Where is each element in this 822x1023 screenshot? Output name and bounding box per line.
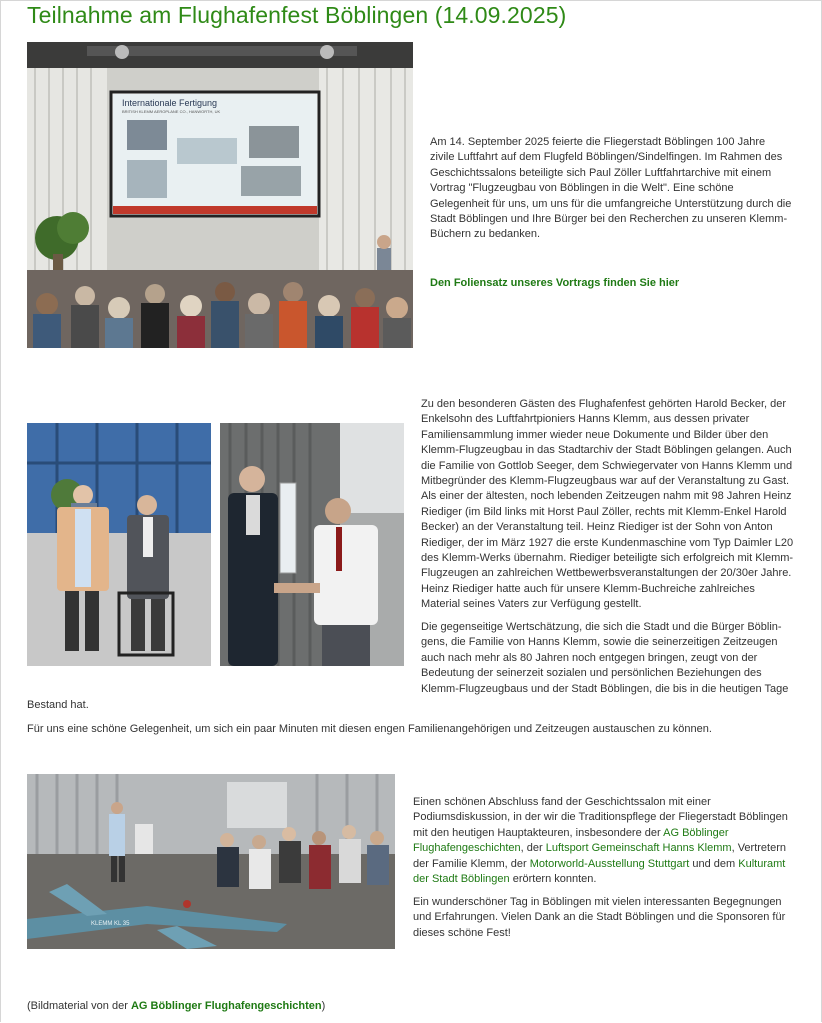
credit-suffix: ) xyxy=(321,1000,326,1012)
appreciation-line: Bedeutung der seinerzeit sozialen und persönlichen Beziehungen des xyxy=(421,667,762,680)
panel-discussion-photo xyxy=(27,774,395,949)
link-ag-flughafengeschichten[interactable]: AG Böblinger Flughafengeschichten xyxy=(413,826,729,855)
panel-text: erörtern konnten. xyxy=(509,873,597,886)
link-kulturamt[interactable]: Kulturamt der Stadt Böblingen xyxy=(413,857,786,886)
closing-paragraph: Ein wunderschöner Tag in Böblingen mit vielen interessanten Begegnungen und Erfahrungen. Vielen Dank an die Stadt Böblingen und die Sponsoren für dieses schöne Fest! xyxy=(413,896,786,939)
link-luftsport-gemeinschaft[interactable]: Luftsport Gemeinschaft Hanns Klemm xyxy=(545,842,732,855)
panel-text: und dem xyxy=(689,857,739,870)
slides-link[interactable]: Den Foliensatz unseres Vortrags finden Sie hier xyxy=(430,277,680,289)
link-motorworld[interactable]: Motorworld-Ausstellung Stuttgart xyxy=(529,857,690,870)
appreciation-line: Klemm-Flugzeugbaus und der Stadt Böblingen, die bis in die heutigen Tage xyxy=(421,682,789,695)
credit-prefix: (Bildmaterial von der xyxy=(27,1000,131,1012)
panel-text: , der xyxy=(520,842,546,855)
image-credit xyxy=(27,999,325,1014)
panel-paragraph xyxy=(413,795,795,887)
guests-paragraph: Zu den besonderen Gästen des Flughafenfest gehörten Harold Becker, der Enkelsohn des Luftfahrtpioniers Hanns Klemm, aus dessen privater Familiensammlung immer wieder neue Dokumente und Bilder über den Klemm-Flugzeugbau in das Stadtarchiv der Stadt Böblingen gelangen. Auch die Familie von Gottlob Seeger, dem Schwiegervater von Hanns Klemm und Mitbegründer des Klemm-Flugzeugbaus war auf der Veranstaltung zu Gast. Als einer der ältesten, noch lebenden Zeitzeugen nahm mit 98 Jahren Heinz Riediger (im Bild links mit Horst Paul Zöller, rechts mit Klemm-Enkel Harold Becker) an der Veranstaltung teil. Heinz Riediger ist der Sohn von Anton Riediger, der im März 1927 die erste Kundenmaschine vom Typ Daimler L20 des Klemm-Werks übernahm. Riediger beteiligte sich erfolgreich mit Klemm-Flugzeugen an zahlreichen Wettbewerbsveranstaltungen der 20/30er Jahre. Heinz Riediger hatte auch für unsere Klemm-Buchreiche zahlreiches Material seines Vaters zur Verfügung gestellt. xyxy=(421,398,794,611)
screen-title: Internationale Fertigung xyxy=(122,98,218,108)
appreciation-line: auch nach mehr als 80 Jahren noch entgegen bringen, zeugt von der xyxy=(421,651,758,664)
plane-lettering: KLEMM KL 35 xyxy=(91,921,130,927)
panel-text: , Vertretern der Familie Klemm, der xyxy=(413,842,786,870)
intro-paragraph: Am 14. September 2025 feierte die Fliegerstadt Böblingen 100 Jahre zivile Luftfahrt auf dem Flugfeld Böblingen/Sindelfingen. Im Rahmen des Geschichtssalons beteiligte sich Paul Zöller Luftfahrtarchive mit einem Vortrag "Flugzeugbau von Böblingen in die Welt". Eine schöne Gelegenheit für uns, um uns für die umfangreiche Unterstützung durch die Stadt Böblingen und Ihre Bürger bei den Recherchen zu unseren Klemm-Büchern zu bedanken. xyxy=(430,136,792,241)
appreciation-line: Die gegenseitige Wertschätzung, die sich die Stadt und die Bürger Böblin- xyxy=(421,621,782,633)
appreciation-tail: Bestand hat. xyxy=(27,699,89,711)
riediger-zoeller-photo xyxy=(27,423,211,666)
appreciation-line: gens, die Familie von Hanns Klemm, sowie die seinerzeitigen Zeitzeugen xyxy=(421,636,778,649)
screen-subtitle: BRITISH KLEMM AEROPLANE CO., HANWORTH, UK xyxy=(122,109,221,114)
panel-text: Einen schönen Abschluss fand der Geschichtssalon mit einer Podiumsdiskussion, in der wir die Traditionspflege der Fliegerstadt Böblingen mit den heutigen Hauptakteuren, insbesondere der xyxy=(413,796,788,839)
page-title: Teilnahme am Flughafenfest Böblingen (14.09.2025) xyxy=(27,2,567,28)
credit-link[interactable]: AG Böblinger Flughafengeschichten xyxy=(130,1000,322,1012)
appreciation-paragraph xyxy=(421,620,801,697)
lecture-photo xyxy=(27,42,413,348)
exchange-paragraph: Für uns eine schöne Gelegenheit, um sich ein paar Minuten mit diesen engen Familienangehörigen und Zeitzeugen austauschen zu können. xyxy=(27,723,712,735)
riediger-becker-photo xyxy=(220,423,404,666)
